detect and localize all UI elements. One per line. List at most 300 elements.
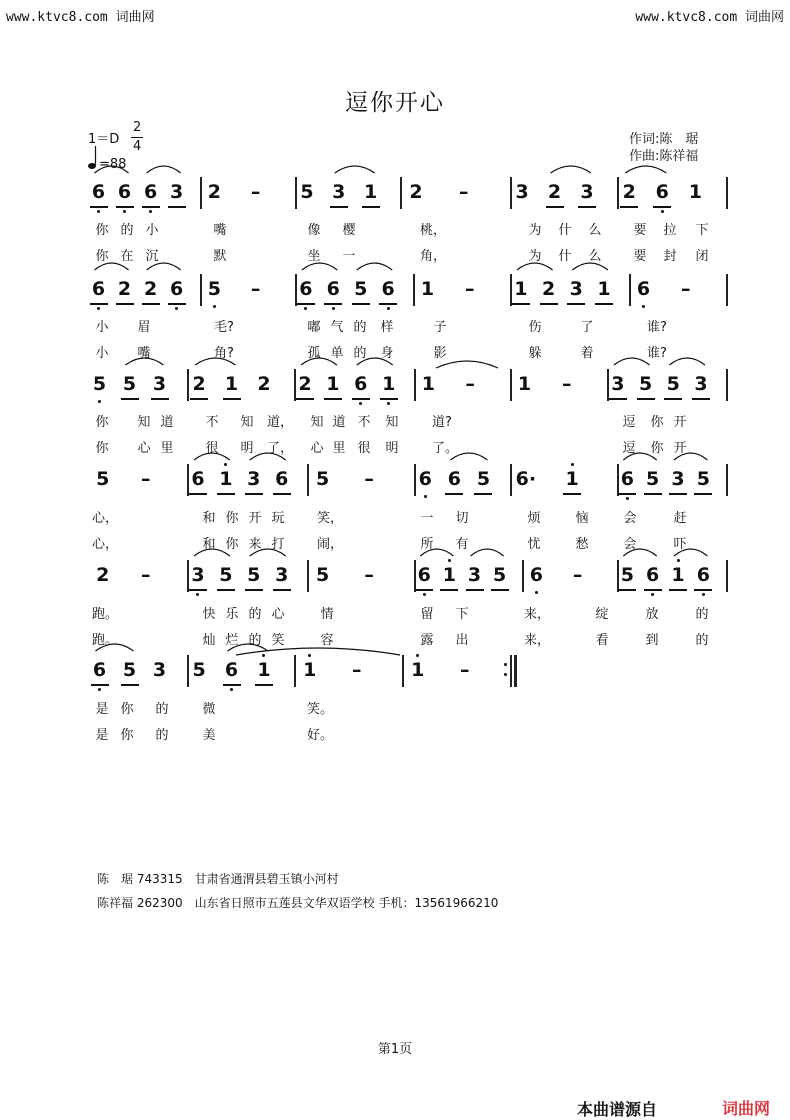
lyric-verse-1: 知 bbox=[385, 415, 399, 430]
low-octave-dot bbox=[123, 210, 126, 213]
low-octave-dot bbox=[661, 210, 664, 213]
song-title: 逗你开心 bbox=[345, 90, 445, 116]
eighth-underline bbox=[637, 398, 655, 400]
note: 3 bbox=[170, 181, 184, 203]
lyric-verse-1: 知 bbox=[137, 415, 151, 430]
lyric-verse-2: 灿 bbox=[202, 633, 216, 648]
eighth-underline bbox=[620, 206, 638, 208]
note: 2 bbox=[117, 278, 132, 300]
lyric-verse-1: 子 bbox=[433, 320, 447, 335]
eighth-underline bbox=[352, 303, 370, 305]
lyric-verse-1: 笑， bbox=[317, 511, 344, 526]
low-octave-dot bbox=[387, 307, 390, 310]
slur bbox=[572, 263, 608, 270]
lyric-verse-2: 打 bbox=[271, 537, 285, 552]
lyric-verse-2: 了。 bbox=[432, 441, 459, 456]
eighth-underline bbox=[669, 493, 687, 495]
note: 6 bbox=[646, 564, 660, 586]
lyric-verse-2: 要 bbox=[633, 249, 647, 264]
lyric-verse-1: 下 bbox=[455, 607, 469, 622]
lyric-verse-2: 为 bbox=[528, 249, 542, 264]
score-row bbox=[0, 175, 790, 215]
lyric-verse-1: 赶 bbox=[673, 511, 687, 526]
lyric-verse-2: 的 bbox=[695, 633, 709, 648]
lyric-verse-2: 愁 bbox=[575, 537, 589, 552]
lyric-verse-2: 笑 bbox=[271, 633, 285, 648]
eighth-underline bbox=[578, 206, 596, 208]
low-octave-dot bbox=[98, 688, 101, 691]
lyric-verse-1: 嘟 bbox=[307, 320, 321, 335]
eighth-underline bbox=[91, 684, 109, 686]
page-number: 第1页 bbox=[377, 1042, 413, 1057]
lyric-verse-2: 的 bbox=[353, 346, 367, 361]
lyric-verse-2: 所 bbox=[420, 537, 434, 552]
note: 1 bbox=[565, 468, 579, 490]
eighth-underline bbox=[217, 589, 235, 591]
eighth-underline bbox=[223, 684, 241, 686]
note: – bbox=[364, 468, 374, 490]
note: 3 bbox=[247, 468, 261, 490]
lyric-verse-1: 么 bbox=[588, 223, 602, 238]
lyric-verse-1: 道? bbox=[432, 415, 452, 430]
score-row bbox=[0, 653, 790, 693]
note: 5 bbox=[620, 564, 634, 586]
eighth-underline bbox=[692, 398, 710, 400]
note: 1 bbox=[363, 181, 378, 203]
note: – bbox=[459, 659, 470, 681]
note: 6 bbox=[92, 659, 107, 681]
note: 1 bbox=[257, 659, 271, 681]
barline bbox=[726, 560, 728, 592]
note: 6 bbox=[224, 659, 239, 681]
low-octave-dot bbox=[423, 593, 426, 596]
high-octave-dot bbox=[677, 559, 680, 562]
barline bbox=[307, 464, 309, 496]
eighth-underline bbox=[445, 493, 463, 495]
eighth-underline bbox=[90, 303, 108, 305]
lyric-verse-2: 心 bbox=[310, 441, 324, 456]
lyric-verse-2: 闭 bbox=[695, 249, 709, 264]
lyric-verse-1: 开 bbox=[673, 415, 687, 430]
lyric-verse-2: 美 bbox=[202, 728, 216, 743]
composer: 作曲:陈祥福 bbox=[629, 149, 699, 164]
time-signature-top: 2 bbox=[133, 120, 142, 135]
note: 6 bbox=[275, 468, 289, 490]
repeat-dot bbox=[504, 673, 507, 676]
note: 5 bbox=[316, 564, 330, 586]
note: 5 bbox=[646, 468, 660, 490]
lyric-verse-2: 有 bbox=[455, 537, 469, 552]
quarter-note-icon bbox=[88, 144, 98, 174]
note: 1 bbox=[326, 373, 340, 395]
note: – bbox=[250, 278, 261, 300]
lyric-verse-2: 谁? bbox=[647, 346, 667, 361]
lyric-verse-1: 微 bbox=[202, 702, 216, 717]
note: 5 bbox=[96, 468, 110, 490]
score-row bbox=[0, 272, 790, 312]
lyric-verse-1: 样 bbox=[380, 320, 394, 335]
lyric-verse-2: 的 bbox=[248, 633, 262, 648]
note: 6 bbox=[655, 181, 669, 203]
lyric-verse-2: 的 bbox=[155, 728, 169, 743]
lyric-verse-2: 逗 bbox=[622, 441, 636, 456]
note: 1 bbox=[382, 373, 396, 395]
low-octave-dot bbox=[651, 593, 654, 596]
note: 6 bbox=[636, 278, 651, 300]
lyric-verse-2: 来 bbox=[248, 537, 262, 552]
watermark-left: www.ktvc8.com 词曲网 bbox=[6, 10, 155, 25]
score-row bbox=[0, 462, 790, 502]
note: 1 bbox=[219, 468, 233, 490]
lyric-verse-1: 笑。 bbox=[307, 702, 334, 717]
note: – bbox=[364, 564, 374, 586]
lyric-verse-1: 玩 bbox=[271, 511, 285, 526]
low-octave-dot bbox=[702, 593, 705, 596]
lyric-verse-1: 心， bbox=[92, 511, 119, 526]
lyric-verse-1: 乐 bbox=[225, 607, 239, 622]
lyric-verse-2: 你 bbox=[95, 441, 109, 456]
slur bbox=[625, 166, 666, 173]
lyric-verse-2: 坐 bbox=[307, 249, 321, 264]
eighth-underline bbox=[273, 493, 291, 495]
note: 6 bbox=[299, 278, 313, 300]
note: – bbox=[680, 278, 691, 300]
eighth-underline bbox=[563, 493, 581, 495]
eighth-underline bbox=[694, 493, 712, 495]
note: 2 bbox=[143, 278, 158, 300]
eighth-underline bbox=[190, 398, 208, 400]
note: – bbox=[351, 659, 362, 681]
lyric-verse-2: 里 bbox=[160, 441, 174, 456]
lyric-verse-1: 绽 bbox=[595, 607, 609, 622]
eighth-underline bbox=[189, 589, 207, 591]
note: 6 bbox=[354, 373, 368, 395]
eighth-underline bbox=[90, 206, 108, 208]
eighth-underline bbox=[362, 206, 380, 208]
lyric-verse-2: 是 bbox=[95, 728, 109, 743]
note: 5 bbox=[476, 468, 491, 490]
barline bbox=[200, 274, 202, 306]
lyric-verse-1: 的 bbox=[120, 223, 134, 238]
eighth-underline bbox=[474, 493, 492, 495]
lyric-verse-1: 你 bbox=[225, 511, 239, 526]
note: 1 bbox=[420, 278, 435, 300]
note: – bbox=[465, 373, 475, 395]
lyric-verse-2: 什 bbox=[558, 249, 572, 264]
note: 3 bbox=[694, 373, 708, 395]
lyric-verse-2: 你 bbox=[650, 441, 664, 456]
barline bbox=[307, 560, 309, 592]
key-signature: 1＝D bbox=[88, 132, 120, 147]
note: 6 bbox=[117, 181, 132, 203]
note: 5 bbox=[493, 564, 507, 586]
note: 1 bbox=[597, 278, 611, 300]
lyric-verse-1: 不 bbox=[357, 415, 371, 430]
note: 6 bbox=[447, 468, 461, 490]
note: 2 bbox=[207, 181, 221, 203]
note: 5 bbox=[122, 373, 137, 395]
eighth-underline bbox=[491, 589, 509, 591]
barline bbox=[413, 274, 415, 306]
lyric-verse-1: 知 bbox=[240, 415, 254, 430]
eighth-underline bbox=[245, 493, 263, 495]
lyric-verse-1: 要 bbox=[633, 223, 647, 238]
eighth-underline bbox=[669, 589, 687, 591]
note: 6 bbox=[696, 564, 710, 586]
low-octave-dot bbox=[98, 400, 101, 403]
lyric-verse-1: 是 bbox=[95, 702, 109, 717]
lyric-verse-1: 放 bbox=[645, 607, 659, 622]
lyric-verse-2: 沉 bbox=[145, 249, 159, 264]
lyric-verse-2: 了， bbox=[267, 441, 294, 456]
note: 1 bbox=[517, 373, 532, 395]
lyric-verse-1: 下 bbox=[695, 223, 709, 238]
eighth-underline bbox=[255, 684, 273, 686]
eighth-underline bbox=[116, 206, 134, 208]
lyric-verse-1: 和 bbox=[202, 511, 216, 526]
note: 6 bbox=[417, 564, 431, 586]
lyric-verse-1: 毛? bbox=[214, 320, 234, 335]
final-barline bbox=[510, 655, 512, 687]
note: 6 bbox=[191, 468, 205, 490]
lyric-verse-2: 嘴 bbox=[137, 346, 151, 361]
watermark-right: www.ktvc8.com 词曲网 bbox=[635, 10, 784, 25]
high-octave-dot bbox=[448, 559, 451, 562]
slur bbox=[669, 358, 705, 365]
lyric-verse-2: 很 bbox=[357, 441, 371, 456]
note: 1 bbox=[688, 181, 702, 203]
barline bbox=[726, 464, 728, 496]
lyric-verse-2: 跑。 bbox=[92, 633, 119, 648]
barline bbox=[200, 177, 202, 209]
lyric-verse-2: 露 bbox=[420, 633, 434, 648]
eighth-underline bbox=[609, 398, 627, 400]
slur bbox=[517, 263, 553, 270]
barline bbox=[522, 560, 524, 592]
lyric-verse-2: 烂 bbox=[225, 633, 239, 648]
lyric-verse-1: 的 bbox=[248, 607, 262, 622]
lyric-verse-2: 来， bbox=[524, 633, 551, 648]
lyric-verse-1: 的 bbox=[155, 702, 169, 717]
lyric-verse-1: 的 bbox=[353, 320, 367, 335]
note: 2 bbox=[541, 278, 556, 300]
note: 6· bbox=[515, 468, 537, 490]
lyric-verse-2: 影 bbox=[433, 346, 447, 361]
lyric-verse-2: 角， bbox=[420, 249, 447, 264]
note: 1 bbox=[224, 373, 239, 395]
lyric-verse-1: 心 bbox=[271, 607, 285, 622]
low-octave-dot bbox=[97, 210, 100, 213]
eighth-underline bbox=[168, 206, 186, 208]
eighth-underline bbox=[694, 589, 712, 591]
lyric-verse-2: 和 bbox=[202, 537, 216, 552]
eighth-underline bbox=[512, 303, 530, 305]
score-row bbox=[0, 367, 790, 407]
note: 1 bbox=[671, 564, 685, 586]
lyric-verse-1: 谁? bbox=[647, 320, 667, 335]
note: 3 bbox=[152, 659, 167, 681]
note: 5 bbox=[354, 278, 368, 300]
note: 3 bbox=[569, 278, 583, 300]
note: 2 bbox=[257, 373, 271, 395]
barline bbox=[414, 369, 416, 401]
slur bbox=[471, 549, 504, 556]
eighth-underline bbox=[352, 398, 370, 400]
eighth-underline bbox=[618, 589, 636, 591]
eighth-underline bbox=[324, 303, 342, 305]
lyric-verse-2: 好。 bbox=[307, 728, 334, 743]
slur bbox=[614, 358, 650, 365]
lyric-verse-1: 切 bbox=[455, 511, 469, 526]
barline bbox=[726, 177, 728, 209]
lyric-verse-1: 跑。 bbox=[92, 607, 119, 622]
high-octave-dot bbox=[571, 463, 574, 466]
note: 6 bbox=[381, 278, 395, 300]
lyric-verse-2: 出 bbox=[455, 633, 469, 648]
slur bbox=[551, 166, 591, 173]
eighth-underline bbox=[116, 303, 134, 305]
lyric-verse-1: 知 bbox=[310, 415, 324, 430]
lyric-verse-2: 到 bbox=[645, 633, 659, 648]
eighth-underline bbox=[595, 303, 613, 305]
lyric-verse-1: 你 bbox=[95, 415, 109, 430]
note: 1 bbox=[421, 373, 436, 395]
barline bbox=[402, 655, 404, 687]
lyric-verse-2: 很 bbox=[205, 441, 219, 456]
slur bbox=[147, 263, 181, 270]
lyric-verse-1: 不 bbox=[205, 415, 219, 430]
low-octave-dot bbox=[213, 305, 216, 308]
note: 3 bbox=[580, 181, 594, 203]
lyric-verse-2: 躲 bbox=[528, 346, 542, 361]
lyric-verse-1: 的 bbox=[695, 607, 709, 622]
lyric-verse-1: 樱 bbox=[342, 223, 356, 238]
footer-line-2: 陈祥福 262300 山东省日照市五莲县文华双语学校 手机：13561966210 bbox=[97, 896, 499, 910]
eighth-underline bbox=[245, 589, 263, 591]
lyric-verse-2: 会 bbox=[623, 537, 637, 552]
slur bbox=[302, 263, 337, 270]
lyric-verse-1: 开 bbox=[248, 511, 262, 526]
note: – bbox=[141, 564, 151, 586]
note: 6 bbox=[143, 181, 158, 203]
note: 5 bbox=[300, 181, 314, 203]
eighth-underline bbox=[644, 493, 662, 495]
note: – bbox=[561, 373, 572, 395]
lyric-verse-2: 孤 bbox=[307, 346, 321, 361]
lyric-verse-1: 一 bbox=[420, 511, 434, 526]
eighth-underline bbox=[440, 589, 458, 591]
low-octave-dot bbox=[175, 307, 178, 310]
low-octave-dot bbox=[97, 307, 100, 310]
lyric-verse-1: 你 bbox=[650, 415, 664, 430]
lyric-verse-2: 明 bbox=[240, 441, 254, 456]
note: 5 bbox=[638, 373, 653, 395]
low-octave-dot bbox=[535, 591, 538, 594]
barline bbox=[510, 464, 512, 496]
lyric-verse-2: 忧 bbox=[527, 537, 541, 552]
eighth-underline bbox=[297, 303, 315, 305]
note: 3 bbox=[467, 564, 482, 586]
note: 6 bbox=[91, 278, 106, 300]
lyric-verse-1: 伤 bbox=[528, 320, 542, 335]
note: 5 bbox=[247, 564, 261, 586]
eighth-underline bbox=[324, 398, 342, 400]
note: 6 bbox=[418, 468, 432, 490]
note: 5 bbox=[219, 564, 233, 586]
final-barline bbox=[514, 655, 517, 687]
eighth-underline bbox=[415, 589, 433, 591]
note: – bbox=[141, 468, 151, 490]
score-row bbox=[0, 558, 790, 598]
lyric-verse-2: 着 bbox=[580, 346, 594, 361]
time-signature-bottom: 4 bbox=[133, 139, 142, 154]
note: 1 bbox=[411, 659, 425, 681]
lyric-verse-2: 心 bbox=[137, 441, 151, 456]
eighth-underline bbox=[273, 589, 291, 591]
note: 5 bbox=[666, 373, 680, 395]
eighth-underline bbox=[217, 493, 235, 495]
eighth-underline bbox=[296, 398, 314, 400]
eighth-underline bbox=[121, 398, 139, 400]
lyric-verse-2: 在 bbox=[120, 249, 134, 264]
note: 6 bbox=[529, 564, 543, 586]
note: 6 bbox=[170, 278, 184, 300]
eighth-underline bbox=[121, 684, 139, 686]
lyric-verse-2: 你 bbox=[120, 728, 134, 743]
lyric-verse-1: 嘴 bbox=[213, 223, 227, 238]
lyric-verse-1: 桃， bbox=[420, 223, 447, 238]
barline bbox=[726, 274, 728, 306]
note: 2 bbox=[298, 373, 312, 395]
eighth-underline bbox=[664, 398, 682, 400]
note: 1 bbox=[514, 278, 528, 300]
note: – bbox=[459, 181, 469, 203]
slur bbox=[147, 166, 181, 173]
note: 5 bbox=[696, 468, 710, 490]
lyric-verse-1: 拉 bbox=[663, 223, 677, 238]
note: 3 bbox=[191, 564, 205, 586]
note: 2 bbox=[409, 181, 423, 203]
lyric-verse-1: 小 bbox=[145, 223, 159, 238]
slur bbox=[357, 263, 392, 270]
note: 1 bbox=[442, 564, 456, 586]
note: 5 bbox=[316, 468, 330, 490]
lyric-verse-2: 角? bbox=[214, 346, 234, 361]
eighth-underline bbox=[379, 303, 397, 305]
note: 3 bbox=[671, 468, 685, 490]
low-octave-dot bbox=[626, 497, 629, 500]
lyric-verse-1: 会 bbox=[623, 511, 637, 526]
low-octave-dot bbox=[642, 305, 645, 308]
lyric-verse-2: 心， bbox=[92, 537, 119, 552]
slur bbox=[95, 263, 129, 270]
note: – bbox=[464, 278, 475, 300]
eighth-underline bbox=[151, 398, 169, 400]
note: 6 bbox=[620, 468, 634, 490]
lyric-verse-2: 一 bbox=[342, 249, 356, 264]
lyric-verse-1: 气 bbox=[330, 320, 344, 335]
note: 5 bbox=[207, 278, 221, 300]
lyric-verse-2: 么 bbox=[588, 249, 602, 264]
eighth-underline bbox=[644, 589, 662, 591]
low-octave-dot bbox=[387, 402, 390, 405]
note: 5 bbox=[92, 373, 107, 395]
lyric-verse-1: 道 bbox=[160, 415, 174, 430]
eighth-underline bbox=[540, 303, 558, 305]
low-octave-dot bbox=[424, 495, 427, 498]
site-logo[interactable]: 词曲网 bbox=[722, 1099, 771, 1118]
lyric-verse-2: 你 bbox=[225, 537, 239, 552]
